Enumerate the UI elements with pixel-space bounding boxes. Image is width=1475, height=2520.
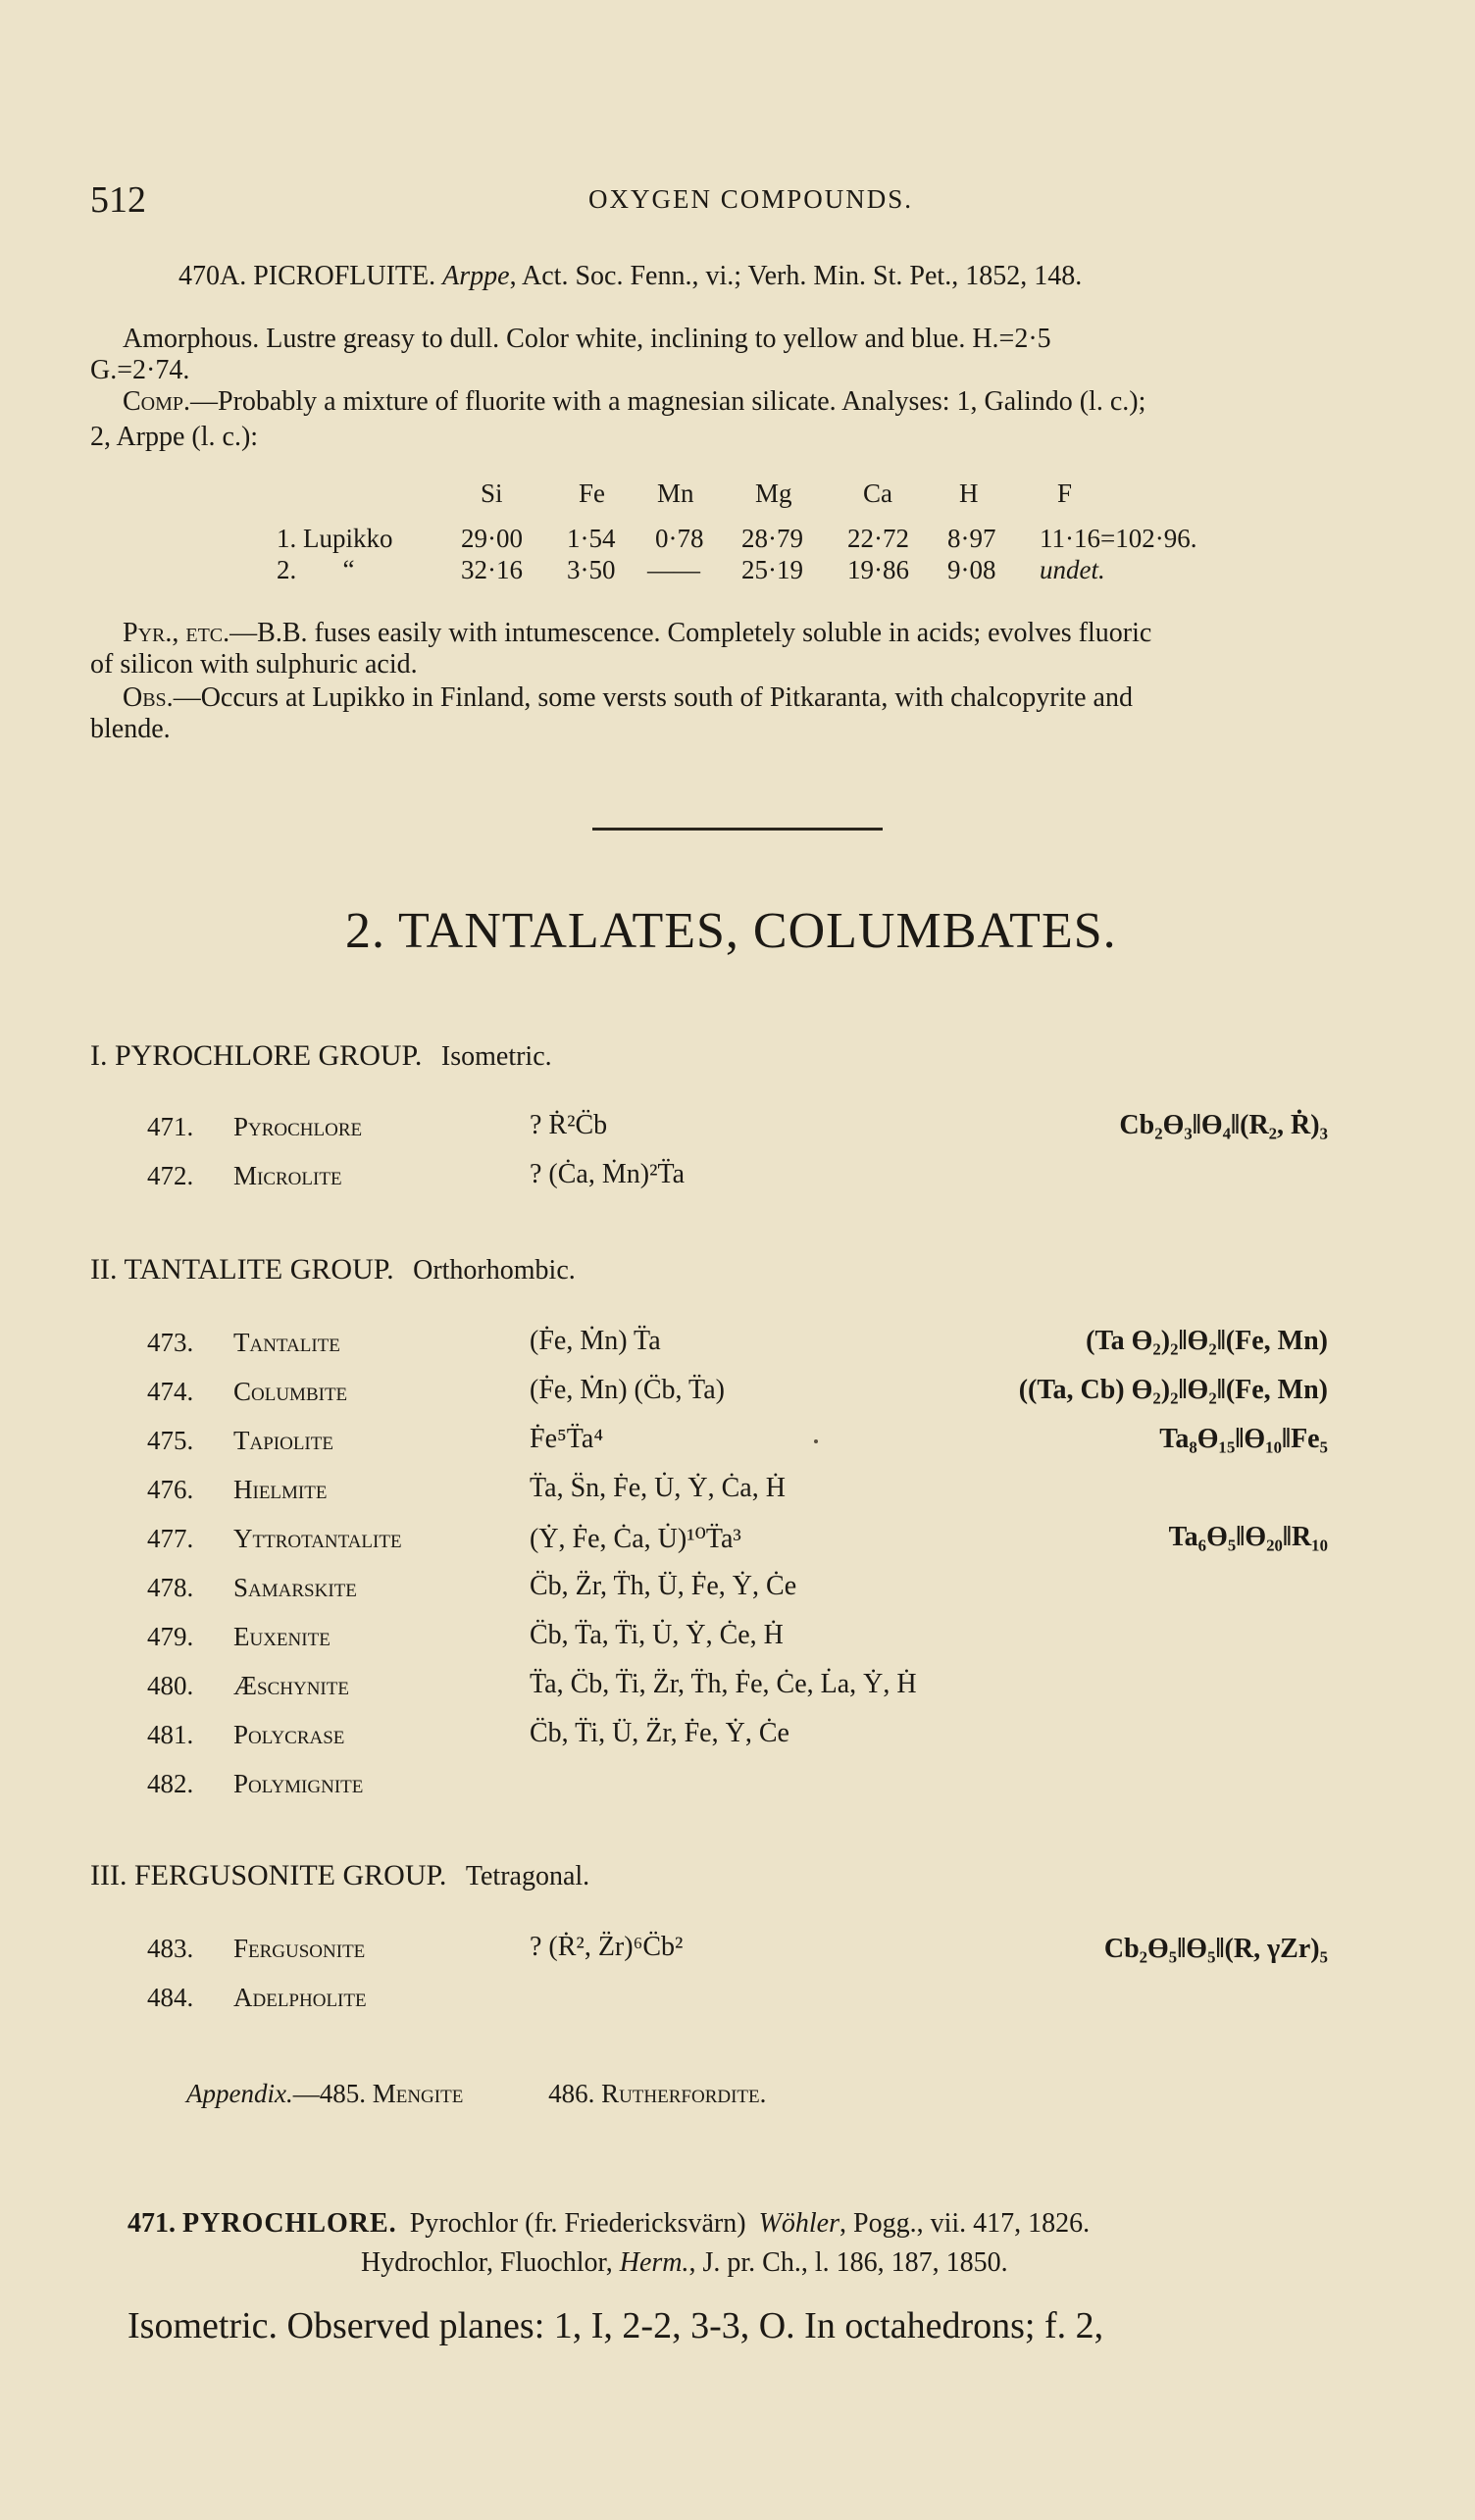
- item-name: Tapiolite: [233, 1426, 333, 1455]
- cell: 22·72: [847, 524, 909, 553]
- cell: 29·00: [461, 524, 523, 553]
- entry-470a-heading: [178, 259, 1082, 294]
- mineral-row-483: [147, 1934, 365, 1964]
- item-number: 472.: [147, 1161, 194, 1190]
- formula: C̈b, T̈i, Ü, Z̈r, Ḟe, Ẏ, Ċe: [530, 1718, 789, 1748]
- item-number: 476.: [147, 1475, 194, 1504]
- reference: , Pogg., vii. 417, 1826.: [839, 2208, 1091, 2239]
- col-header: Si: [481, 479, 503, 508]
- item-name: Fergusonite: [233, 1934, 366, 1963]
- formula: C̈b, Z̈r, T̈h, Ü, Ḟe, Ẏ, Ċe: [530, 1571, 797, 1601]
- mineral-row-472: [147, 1161, 342, 1191]
- structural-formula: Cb₂ϴ₃‖ϴ₄‖(R₂, Ṙ)₃: [1119, 1110, 1328, 1140]
- item-name: Hielmite: [233, 1475, 328, 1504]
- item-number: 484.: [147, 1983, 194, 2012]
- group-label: II. TANTALITE GROUP.: [90, 1253, 394, 1285]
- mineral-row-477: [147, 1524, 402, 1554]
- item-number: 473.: [147, 1328, 194, 1357]
- formula: C̈b, T̈a, T̈i, U̇, Ẏ, Ċe, Ḣ: [530, 1620, 784, 1650]
- cell: undet.: [1040, 555, 1105, 584]
- group-system: Isometric.: [440, 1041, 552, 1072]
- structural-formula: Ta₆ϴ₅‖ϴ₂₀‖R₁₀: [1168, 1522, 1328, 1552]
- cell: 11·16=102·96.: [1040, 524, 1197, 553]
- entry-471-heading: [127, 2206, 1090, 2242]
- mineral-row-475: [147, 1426, 333, 1456]
- composition-line-1: [123, 384, 1145, 420]
- cell: 28·79: [741, 524, 803, 553]
- author: Arppe: [442, 261, 510, 291]
- col-header: Mg: [755, 479, 792, 508]
- group-1-heading: [90, 1039, 552, 1073]
- formula: T̈a, S̈n, Ḟe, U̇, Ẏ, Ċa, Ḣ: [530, 1473, 786, 1503]
- item-name: Euxenite: [233, 1622, 331, 1651]
- reference: , J. pr. Ch., l. 186, 187, 1850.: [688, 2247, 1008, 2278]
- reference: Pyrochlor (fr. Friedericksvärn): [409, 2208, 746, 2239]
- col-header: F: [1057, 479, 1073, 508]
- mineral-row-474: [147, 1377, 347, 1407]
- pyr-label: Pyr., etc.: [123, 618, 230, 648]
- item-number: 471.: [147, 1112, 194, 1141]
- item-name: Columbite: [233, 1377, 348, 1406]
- col-header: H: [959, 479, 979, 508]
- mineral-row-482: [147, 1769, 363, 1799]
- entry-number: 471.: [127, 2208, 176, 2239]
- appendix-line: [186, 2079, 766, 2109]
- structural-formula: (Ta ϴ₂)₂‖ϴ₂‖(Fe, Mn): [1086, 1326, 1328, 1356]
- page-number: 512: [90, 179, 146, 221]
- item-name: Yttrotantalite: [233, 1524, 402, 1553]
- item-number: 480.: [147, 1671, 194, 1700]
- observations-line-1: [123, 680, 1133, 716]
- item-name: Æschynite: [233, 1671, 349, 1700]
- cell: 0·78: [655, 524, 704, 553]
- mineral-name: PYROCHLORE.: [182, 2208, 397, 2239]
- stray-mark: [814, 1439, 818, 1443]
- pyrognostics-line-1: [123, 616, 1151, 651]
- description-line-1: Amorphous. Lustre greasy to dull. Color white, inclining to yellow and blue. H.=2·5: [123, 324, 1051, 354]
- mineral-name: PICROFLUITE.: [253, 261, 436, 291]
- structural-formula: Ta₈ϴ₁₅‖ϴ₁₀‖Fe₅: [1159, 1424, 1328, 1454]
- entry-number: 470A.: [178, 261, 247, 291]
- structural-formula: Cb₂ϴ₅‖ϴ₅‖(R, γZr)₅: [1103, 1934, 1328, 1964]
- item-number: 477.: [147, 1524, 194, 1553]
- appendix-item: —485. Mengite: [292, 2079, 464, 2108]
- comp-label: Comp.: [123, 386, 191, 417]
- formula: ? (Ċa, Ṁn)²T̈a: [530, 1159, 686, 1189]
- appendix-item: 486. Rutherfordite.: [548, 2079, 767, 2108]
- item-name: Microlite: [233, 1161, 342, 1190]
- appendix-label: Appendix.: [186, 2079, 293, 2108]
- section-title: 2. TANTALATES, COLUMBATES.: [345, 903, 1117, 959]
- row-label: 2. “: [277, 555, 355, 584]
- description-line-2: G.=2·74.: [90, 355, 190, 385]
- composition-line-2: 2, Arppe (l. c.):: [90, 422, 259, 452]
- item-name: Pyrochlore: [233, 1112, 363, 1141]
- cell: ——: [647, 555, 700, 584]
- group-label: III. FERGUSONITE GROUP.: [90, 1859, 447, 1891]
- cell: 1·54: [567, 524, 616, 553]
- item-number: 475.: [147, 1426, 194, 1455]
- reference: , Act. Soc. Fenn., vi.; Verh. Min. St. Pet., 1852, 148.: [509, 261, 1083, 291]
- group-2-heading: [90, 1253, 576, 1286]
- item-number: 479.: [147, 1622, 194, 1651]
- group-system: Tetragonal.: [465, 1861, 590, 1891]
- section-divider: [592, 828, 883, 831]
- cell: 25·19: [741, 555, 803, 584]
- cell: 19·86: [847, 555, 909, 584]
- observations-line-2: blende.: [90, 714, 171, 744]
- item-number: 474.: [147, 1377, 194, 1406]
- row-label: 1. Lupikko: [277, 524, 393, 553]
- comp-text: —Probably a mixture of fluorite with a magnesian silicate. Analyses: 1, Galindo (l. c.);: [190, 386, 1146, 417]
- item-name: Tantalite: [233, 1328, 340, 1357]
- formula: Ḟe⁵T̈a⁴: [530, 1424, 604, 1454]
- mineral-row-476: [147, 1475, 327, 1505]
- group-label: I. PYROCHLORE GROUP.: [90, 1039, 423, 1072]
- formula: (Ẏ, Ḟe, Ċa, U̇)¹⁰T̈a³: [530, 1524, 741, 1554]
- formula: ? Ṙ²C̈b: [530, 1110, 608, 1140]
- mineral-row-473: [147, 1328, 340, 1358]
- obs-label: Obs.: [123, 682, 174, 713]
- author: Wöhler: [758, 2208, 840, 2239]
- synonyms: Hydrochlor, Fluochlor,: [361, 2247, 613, 2278]
- entry-471-body: Isometric. Observed planes: 1, I, 2-2, 3-3, O. In octahedrons; f. 2,: [127, 2305, 1104, 2346]
- formula: ? (Ṙ², Z̈r)⁶C̈b²: [530, 1932, 684, 1962]
- obs-text: —Occurs at Lupikko in Finland, some versts south of Pitkaranta, with chalcopyrite and: [173, 682, 1133, 713]
- col-header: Ca: [863, 479, 892, 508]
- item-name: Polymignite: [233, 1769, 364, 1798]
- cell: 8·97: [947, 524, 996, 553]
- pyrognostics-line-2: of silicon with sulphuric acid.: [90, 649, 418, 680]
- structural-formula: ((Ta, Cb) ϴ₂)₂‖ϴ₂‖(Fe, Mn): [1018, 1375, 1328, 1405]
- cell: 32·16: [461, 555, 523, 584]
- item-name: Polycrase: [233, 1720, 345, 1749]
- mineral-row-481: [147, 1720, 344, 1750]
- formula: (Ḟe, Ṁn) T̈a: [530, 1326, 661, 1356]
- item-number: 478.: [147, 1573, 194, 1602]
- item-name: Samarskite: [233, 1573, 357, 1602]
- group-system: Orthorhombic.: [413, 1255, 576, 1285]
- group-3-heading: [90, 1859, 589, 1892]
- mineral-row-480: [147, 1671, 349, 1701]
- cell: 3·50: [567, 555, 616, 584]
- mineral-row-479: [147, 1622, 331, 1652]
- formula: T̈a, C̈b, T̈i, Z̈r, T̈h, Ḟe, Ċe, L̇a, Ẏ, Ḣ: [530, 1669, 917, 1699]
- mineral-row-471: [147, 1112, 362, 1142]
- item-number: 481.: [147, 1720, 194, 1749]
- mineral-row-478: [147, 1573, 357, 1603]
- item-name: Adelpholite: [233, 1983, 367, 2012]
- item-number: 482.: [147, 1769, 194, 1798]
- col-header: Fe: [579, 479, 605, 508]
- running-title: OXYGEN COMPOUNDS.: [588, 184, 914, 214]
- author: Herm.: [619, 2247, 689, 2278]
- cell: 9·08: [947, 555, 996, 584]
- entry-471-synonyms: [361, 2245, 1008, 2281]
- item-number: 483.: [147, 1934, 194, 1963]
- formula: (Ḟe, Ṁn) (C̈b, T̈a): [530, 1375, 725, 1405]
- mineral-row-484: [147, 1983, 367, 2013]
- pyr-text: —B.B. fuses easily with intumescence. Completely soluble in acids; evolves fluoric: [229, 618, 1152, 648]
- col-header: Mn: [657, 479, 694, 508]
